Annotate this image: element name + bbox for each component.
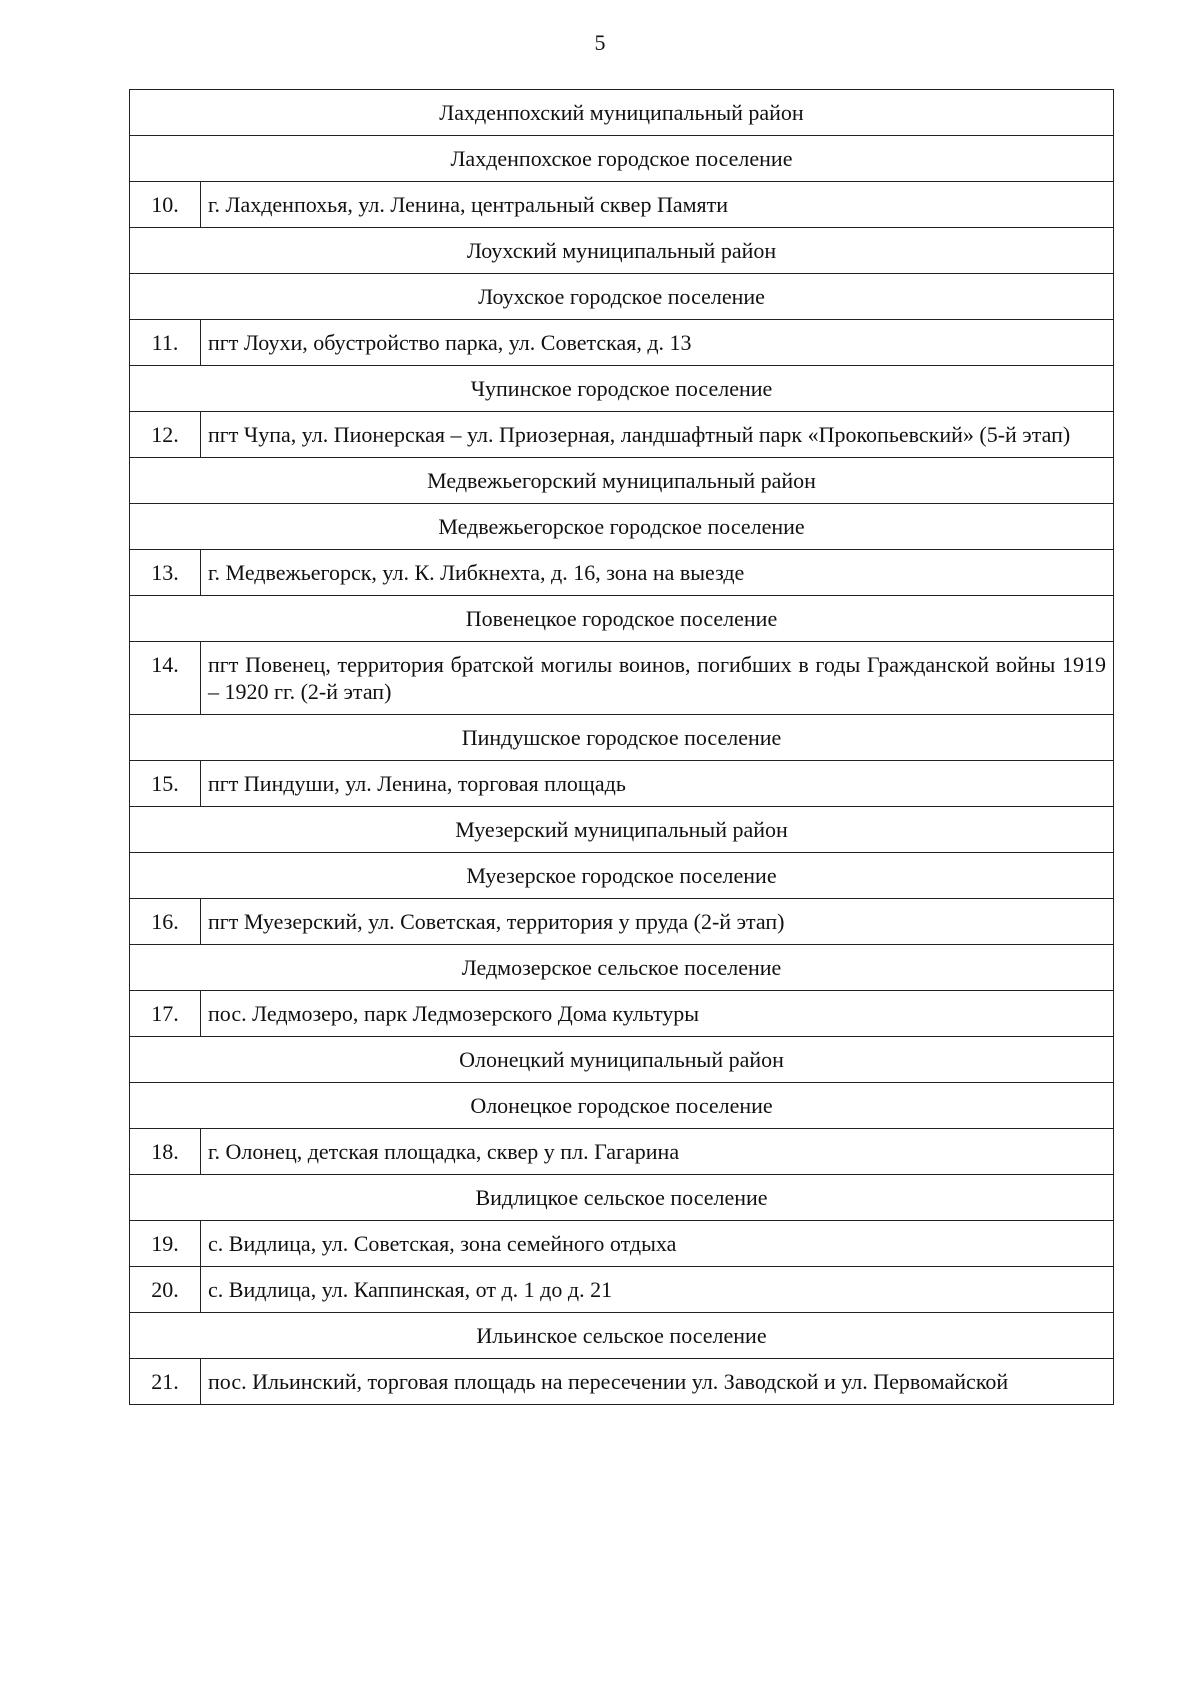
row-address: г. Олонец, детская площадка, сквер у пл. Гагарина: [201, 1129, 1114, 1175]
section-header: Лоухское городское поселение: [130, 274, 1114, 320]
row-address: пгт Лоухи, обустройство парка, ул. Советская, д. 13: [201, 320, 1114, 366]
section-header: Ледмозерское сельское поселение: [130, 945, 1114, 991]
row-number: 19.: [130, 1221, 201, 1267]
section-header-row: [130, 853, 1114, 899]
section-header: Олонецкое городское поселение: [130, 1083, 1114, 1129]
section-header-row: [130, 596, 1114, 642]
row-address: пос. Ильинский, торговая площадь на пересечении ул. Заводской и ул. Первомайской: [201, 1359, 1114, 1405]
table-row: [130, 1359, 1114, 1405]
table-row: [130, 550, 1114, 596]
row-number: 13.: [130, 550, 201, 596]
page-number: 5: [594, 30, 606, 55]
row-number: 10.: [130, 182, 201, 228]
section-header-row: [130, 136, 1114, 182]
row-address: г. Медвежьегорск, ул. К. Либкнехта, д. 16, зона на выезде: [201, 550, 1114, 596]
row-number: 20.: [130, 1267, 201, 1313]
section-header-row: [130, 807, 1114, 853]
row-address: с. Видлица, ул. Советская, зона семейного отдыха: [201, 1221, 1114, 1267]
section-header-row: [130, 1313, 1114, 1359]
row-number: 12.: [130, 412, 201, 458]
section-header-row: [130, 1083, 1114, 1129]
section-header-row: [130, 504, 1114, 550]
row-number: 21.: [130, 1359, 201, 1405]
row-address: пгт Чупа, ул. Пионерская – ул. Приозерная, ландшафтный парк «Прокопьевский» (5-й этап): [201, 412, 1114, 458]
section-header: Лахденпохский муниципальный район: [130, 90, 1114, 136]
row-address: с. Видлица, ул. Каппинская, от д. 1 до д. 21: [201, 1267, 1114, 1313]
section-header: Ильинское сельское поселение: [130, 1313, 1114, 1359]
section-header: Медвежьегорский муниципальный район: [130, 458, 1114, 504]
table-row: [130, 320, 1114, 366]
row-number: 14.: [130, 642, 201, 715]
table-row: [130, 1267, 1114, 1313]
section-header-row: [130, 458, 1114, 504]
section-header: Лахденпохское городское поселение: [130, 136, 1114, 182]
row-address: пгт Муезерский, ул. Советская, территория у пруда (2-й этап): [201, 899, 1114, 945]
table-row: [130, 182, 1114, 228]
row-address: г. Лахденпохья, ул. Ленина, центральный сквер Памяти: [201, 182, 1114, 228]
table-row: [130, 991, 1114, 1037]
row-address: пос. Ледмозеро, парк Ледмозерского Дома культуры: [201, 991, 1114, 1037]
section-header: Лоухский муниципальный район: [130, 228, 1114, 274]
section-header: Пиндушское городское поселение: [130, 715, 1114, 761]
table-row: [130, 412, 1114, 458]
table-body: [130, 90, 1114, 1405]
section-header-row: [130, 90, 1114, 136]
section-header-row: [130, 1037, 1114, 1083]
row-number: 11.: [130, 320, 201, 366]
table-row: [130, 761, 1114, 807]
table-row: [130, 1129, 1114, 1175]
section-header: Видлицкое сельское поселение: [130, 1175, 1114, 1221]
row-number: 15.: [130, 761, 201, 807]
table-row: [130, 1221, 1114, 1267]
section-header: Медвежьегорское городское поселение: [130, 504, 1114, 550]
section-header-row: [130, 1175, 1114, 1221]
section-header: Олонецкий муниципальный район: [130, 1037, 1114, 1083]
row-number: 17.: [130, 991, 201, 1037]
section-header: Чупинское городское поселение: [130, 366, 1114, 412]
section-header-row: [130, 274, 1114, 320]
section-header-row: [130, 228, 1114, 274]
section-header-row: [130, 945, 1114, 991]
section-header: Муезерский муниципальный район: [130, 807, 1114, 853]
table-row: [130, 899, 1114, 945]
section-header: Муезерское городское поселение: [130, 853, 1114, 899]
section-header-row: [130, 715, 1114, 761]
territories-table: [129, 89, 1114, 1405]
table-row: [130, 642, 1114, 715]
row-number: 18.: [130, 1129, 201, 1175]
section-header: Повенецкое городское поселение: [130, 596, 1114, 642]
section-header-row: [130, 366, 1114, 412]
row-address: пгт Пиндуши, ул. Ленина, торговая площадь: [201, 761, 1114, 807]
row-address: пгт Повенец, территория братской могилы воинов, погибших в годы Гражданской войны 1919 – 1920 гг. (2-й этап): [201, 642, 1114, 715]
row-number: 16.: [130, 899, 201, 945]
